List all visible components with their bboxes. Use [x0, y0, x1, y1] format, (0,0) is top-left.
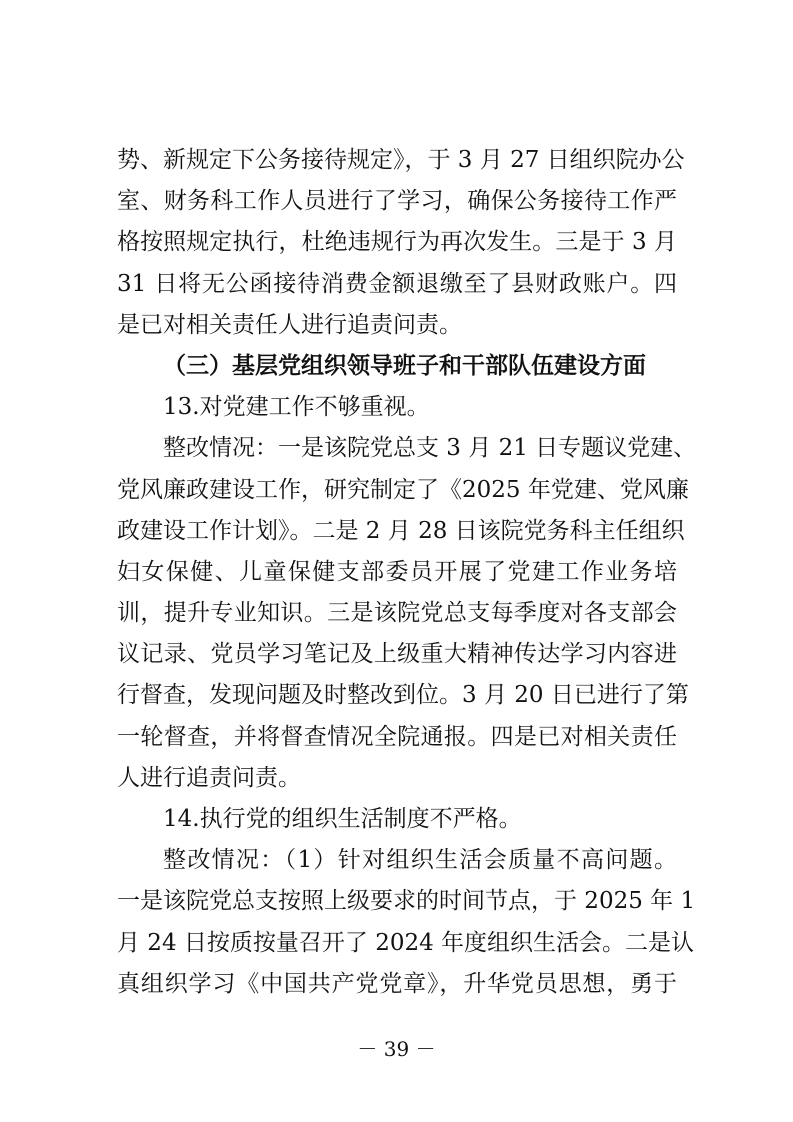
text-line: 议记录、党员学习笔记及上级重大精神传达学习内容进 — [117, 641, 677, 668]
text-line: 行督查，发现问题及时整改到位。3 月 20 日已进行了第 — [117, 682, 689, 709]
text-line: 真组织学习《中国共产党党章》，升华党员思想，勇于 — [117, 970, 677, 997]
section-heading: （三）基层党组织领导班子和干部队伍建设方面 — [163, 352, 646, 379]
text-line: 月 24 日按质按量召开了 2024 年度组织生活会。二是认 — [117, 929, 695, 956]
text-line: 训，提升专业知识。三是该院党总支每季度对各支部会 — [117, 600, 677, 627]
text-line: 格按照规定执行，杜绝违规行为再次发生。三是于 3 月 — [117, 229, 677, 256]
text-line: 一是该院党总支按照上级要求的时间节点，于 2025 年 1 — [117, 888, 696, 915]
text-line: 妇女保健、儿童保健支部委员开展了党建工作业务培 — [117, 558, 677, 585]
text-line: 政建设工作计划》。二是 2 月 28 日该院党务科主任组织 — [117, 517, 685, 544]
item-title: 13.对党建工作不够重视。 — [163, 394, 430, 421]
text-line: 整改情况：（1）针对组织生活会质量不高问题。 — [163, 847, 677, 874]
text-line: 是已对相关责任人进行追责问责。 — [117, 311, 462, 338]
text-line: 一轮督查，并将督查情况全院通报。四是已对相关责任 — [117, 723, 677, 750]
text-line: 室、财务科工作人员进行了学习，确保公务接待工作严 — [117, 188, 677, 215]
page-number: － 39 － — [357, 1037, 436, 1061]
text-line: 整改情况：一是该院党总支 3 月 21 日专题议党建、 — [163, 435, 697, 462]
item-title: 14.执行党的组织生活制度不严格。 — [163, 806, 522, 832]
text-line: 31 日将无公函接待消费金额退缴至了县财政账户。四 — [117, 270, 677, 297]
text-line: 人进行追责问责。 — [117, 764, 301, 791]
text-line: 党风廉政建设工作，研究制定了《2025 年党建、党风廉 — [117, 476, 689, 503]
text-line: 势、新规定下公务接待规定》，于 3 月 27 日组织院办公 — [117, 147, 685, 173]
body-text — [117, 140, 697, 1005]
